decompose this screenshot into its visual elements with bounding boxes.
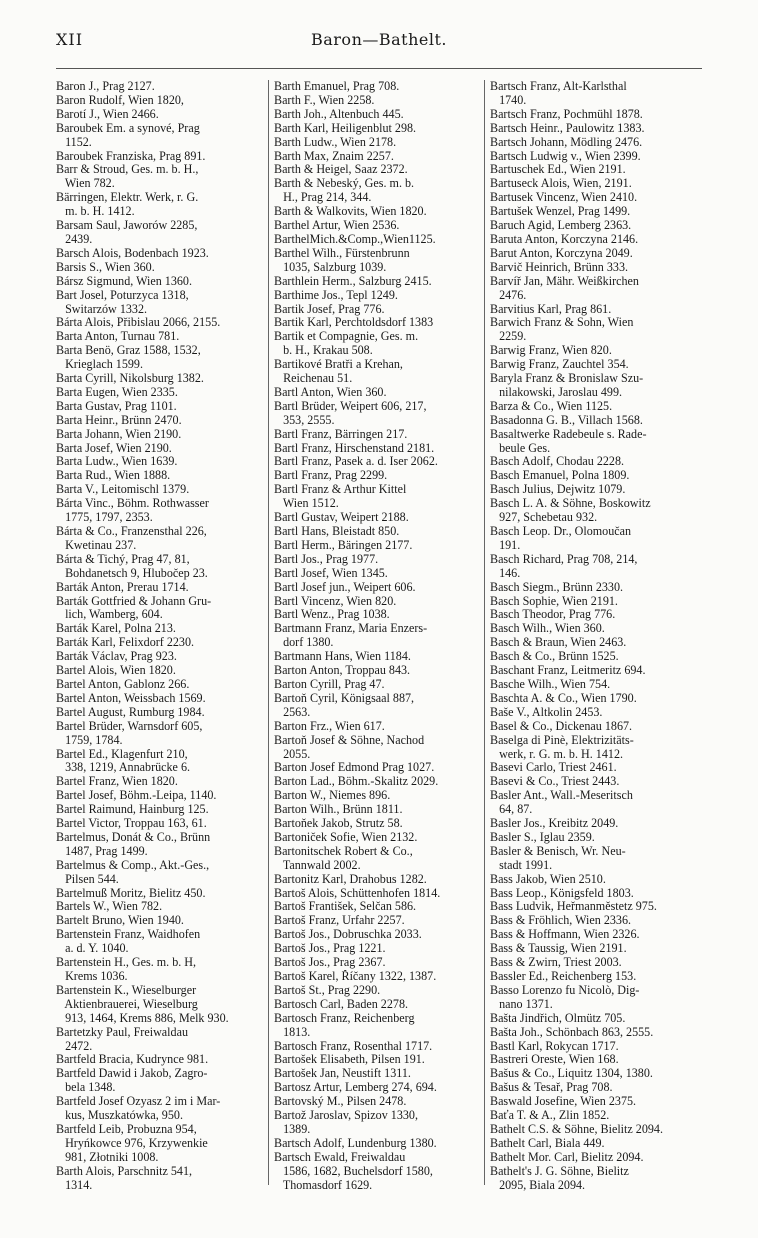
directory-entry-line: Baron J., Prag 2127. (56, 80, 155, 93)
directory-entry-line: Bartmann Franz, Maria Enzers- (274, 622, 428, 636)
directory-entry-line: Bárta Vinc., Böhm. Rothwasser (56, 497, 209, 511)
directory-entry-line: Bartel Anton, Gablonz 266. (56, 677, 190, 691)
directory-entry-line: Barta Gustav, Prag 1101. (56, 399, 177, 413)
directory-entry-line: Barth Emanuel, Prag 708. (274, 80, 400, 93)
directory-entry-line: Baroubek Franziska, Prag 891. (56, 149, 206, 163)
directory-entry-line: Barta Heinr., Brünn 2470. (56, 413, 182, 427)
directory-entry-line: Bartušek Wenzel, Prag 1499. (490, 205, 631, 219)
directory-entry-line: nano 1371. (490, 997, 553, 1011)
directory-entry-line: Bársz Sigmund, Wien 1360. (56, 274, 193, 288)
directory-entry-line: Baroubek Em. a synové, Prag (56, 121, 200, 135)
directory-entry-line: Aktienbrauerei, Wieselburg (56, 997, 198, 1011)
directory-entry-line: Bartel Ed., Klagenfurt 210, (56, 747, 188, 761)
directory-entry-line: Bartl Franz, Bärringen 217. (274, 427, 408, 441)
directory-entry-line: Barwig Franz, Zauchtel 354. (490, 358, 629, 372)
directory-entry-line: Bartl Wenz., Prag 1038. (274, 608, 390, 622)
directory-entry-line: Tannwald 2002. (274, 858, 361, 872)
directory-entry-line: Bartel Victor, Troppau 163, 61. (56, 817, 207, 831)
directory-entry-line: Basler Ant., Wall.-Meseritsch (490, 789, 633, 803)
directory-entry-line: Bartl Anton, Wien 360. (274, 385, 387, 399)
directory-entry-line: Reichenau 51. (274, 372, 353, 386)
directory-entry-line: Bartik et Compagnie, Ges. m. (274, 330, 419, 344)
directory-entry-line: Bartikové Bratři a Krehan, (274, 358, 403, 372)
directory-entry-line: Bartovský M., Pilsen 2478. (274, 1095, 407, 1109)
directory-entry-line: Barza & Co., Wien 1125. (490, 399, 613, 413)
directory-entry-line: Barotí J., Wien 2466. (56, 107, 159, 121)
directory-entry-line: Barthel Wilh., Fürstenbrunn (274, 246, 410, 260)
directory-entry-line: Basadonna G. B., Villach 1568. (490, 413, 643, 427)
directory-entry-line: Bartel Anton, Weissbach 1569. (56, 691, 206, 705)
directory-entry-line: Basch Julius, Dejwitz 1079. (490, 483, 626, 497)
directory-entry-line: 64, 87. (490, 803, 533, 817)
directory-entry-line: Bathelt Carl, Biala 449. (490, 1136, 605, 1150)
directory-entry-line: Barta Cyrill, Nikolsburg 1382. (56, 372, 204, 386)
directory-entry-line: Barth Karl, Heiligenblut 298. (274, 121, 417, 135)
directory-entry-line: Barthime Jos., Tepl 1249. (274, 288, 398, 302)
directory-entry-line: Bartl Brüder, Weipert 606, 217, (274, 399, 427, 413)
directory-entry-line: Basch & Co., Brünn 1525. (490, 650, 619, 664)
directory-entry-line: Bartelmus & Comp., Akt.-Ges., (56, 858, 210, 872)
directory-entry-line: Bartel Raimund, Hainburg 125. (56, 803, 209, 817)
directory-entry-line: Bašus & Co., Liquitz 1304, 1380. (490, 1067, 653, 1081)
directory-entry-line: Barták Gottfried & Johann Gru- (56, 594, 212, 608)
directory-entry-line: Bartfeld Dawid i Jakob, Zagro- (56, 1067, 208, 1081)
directory-entry-line: 353, 2555. (274, 413, 335, 427)
directory-entry-line: Thomasdorf 1629. (274, 1178, 373, 1192)
directory-entry-line: Bartl Franz, Prag 2299. (274, 469, 388, 483)
directory-entry-line: Bartl Herm., Bäringen 2177. (274, 538, 413, 552)
directory-entry-line: Bartoň Josef & Söhne, Nachod (274, 733, 425, 747)
entry-column-2 (274, 80, 482, 1193)
directory-entry-line: Baron Rudolf, Wien 1820, (56, 93, 184, 107)
directory-entry-line: 981, Złotniki 1008. (56, 1150, 159, 1164)
directory-entry-line: Bartl Franz, Pasek a. d. Iser 2062. (274, 455, 438, 469)
directory-entry-line: Pilsen 544. (56, 872, 119, 886)
directory-entry-line: Bartl Gustav, Weipert 2188. (274, 511, 409, 525)
directory-entry-line: Barth & Walkovits, Wien 1820. (274, 205, 427, 219)
directory-entry-line: Bathelt Mor. Carl, Bielitz 2094. (490, 1150, 644, 1164)
directory-entry-line: 2563. (274, 705, 311, 719)
directory-entry-line: Basch Sophie, Wien 2191. (490, 594, 618, 608)
directory-entry-line: Bassler Ed., Reichenberg 153. (490, 970, 637, 983)
directory-entry-line: Bartosch Franz, Rosenthal 1717. (274, 1039, 433, 1053)
directory-entry-line: Bartsch Heinr., Paulowitz 1383. (490, 121, 645, 135)
directory-entry-line: Bass & Taussig, Wien 2191. (490, 942, 627, 956)
directory-entry-line: Bartoš St., Prag 2290. (274, 983, 381, 997)
directory-entry-line: Baťa T. & A., Zlin 1852. (490, 1109, 610, 1123)
directory-entry-line: Bartl Vincenz, Wien 820. (274, 594, 397, 608)
directory-entry-line: Bašus & Tesař, Prag 708. (490, 1081, 613, 1095)
directory-entry-line: 913, 1464, Krems 886, Melk 930. (56, 1011, 229, 1025)
directory-entry-line: 1314. (56, 1178, 93, 1192)
directory-entry-line: Bartl Hans, Bleistadt 850. (274, 525, 400, 538)
directory-entry-line: Bartuschek Ed., Wien 2191. (490, 163, 626, 177)
directory-entry-line: Baryla Franz & Bronislaw Szu- (490, 372, 644, 386)
directory-entry-line: Bartoš Alois, Schüttenhofen 1814. (274, 886, 441, 900)
directory-entry-line: Bartuseck Alois, Wien, 2191. (490, 177, 632, 191)
directory-entry-line: Bartl Josef, Wien 1345. (274, 566, 388, 580)
directory-entry-line: Bartoš František, Selčan 586. (274, 900, 417, 914)
directory-entry-line: Bartoš Jos., Dobruschka 2033. (274, 928, 422, 942)
directory-entry-line: 1775, 1797, 2353. (56, 511, 153, 525)
directory-entry-line: Bartels W., Wien 782. (56, 900, 163, 914)
directory-entry-line: Bartfeld Josef Ozyasz 2 im i Mar- (56, 1095, 221, 1109)
directory-entry-line: Bartonitz Karl, Drahobus 1282. (274, 872, 427, 886)
directory-entry-line: Barsis S., Wien 360. (56, 260, 155, 274)
directory-entry-line: Bartelmus, Donát & Co., Brünn (56, 830, 211, 844)
directory-entry-line: Bartel Josef, Böhm.-Leipa, 1140. (56, 789, 217, 803)
directory-entry-line: Barsam Saul, Jaworów 2285, (56, 219, 198, 233)
directory-entry-line: 1035, Salzburg 1039. (274, 260, 387, 274)
directory-entry-line: Hryńkowce 976, Krzywenkie (56, 1136, 208, 1150)
directory-entry-line: Baschant Franz, Leitmeritz 694. (490, 664, 646, 678)
directory-entry-line: Barwig Franz, Wien 820. (490, 344, 612, 358)
directory-entry-line: Barth F., Wien 2258. (274, 93, 375, 107)
directory-entry-line: 2259. (490, 330, 527, 344)
directory-entry-line: Bass Jakob, Wien 2510. (490, 872, 606, 886)
directory-entry-line: Bartmann Hans, Wien 1184. (274, 650, 411, 664)
directory-entry-line: Baselga di Pinè, Elektrizitäts- (490, 733, 634, 747)
directory-entry-line: Bart Josel, Poturzyca 1318, (56, 288, 189, 302)
directory-entry-line: Basaltwerke Radebeule s. Rade- (490, 427, 647, 441)
directory-entry-line: Bartonitschek Robert & Co., (274, 844, 413, 858)
directory-entry-line: Basler S., Iglau 2359. (490, 830, 595, 844)
directory-entry-line: Bartik Karl, Perchtoldsdorf 1383 (274, 316, 434, 330)
directory-entry-line: 1813. (274, 1025, 311, 1039)
directory-entry-line: Bartsch Adolf, Lundenburg 1380. (274, 1136, 437, 1150)
directory-entry-line: Basch Adolf, Chodau 2228. (490, 455, 625, 469)
directory-entry-line: Baschta A. & Co., Wien 1790. (490, 691, 637, 705)
directory-entry-line: Bartoň Cyril, Königsaal 887, (274, 691, 415, 705)
directory-entry-line: Bartl Jos., Prag 1977. (274, 552, 379, 566)
directory-entry-line: Bartel Franz, Wien 1820. (56, 775, 178, 789)
directory-entry-line: Wien 782. (56, 177, 115, 191)
directory-entry-line: Bartož Jaroslav, Spizov 1330, (274, 1109, 418, 1123)
header-rule (56, 68, 702, 69)
directory-entry-line: Barton Josef Edmond Prag 1027. (274, 761, 435, 775)
directory-entry-line: Barvitius Karl, Prag 861. (490, 302, 612, 316)
directory-entry-line: Barvič Heinrich, Brünn 333. (490, 260, 629, 274)
directory-entry-line: Bartoš Jos., Prag 1221. (274, 942, 386, 956)
directory-entry-line: Basler Jos., Kreibitz 2049. (490, 817, 619, 831)
directory-entry-line: Bass Leop., Königsfeld 1803. (490, 886, 634, 900)
directory-entry-line: Bastl Karl, Rokycan 1717. (490, 1039, 619, 1053)
directory-entry-line: Barták Karl, Felixdorf 2230. (56, 636, 195, 650)
directory-entry-line: Bass & Fröhlich, Wien 2336. (490, 914, 632, 928)
directory-entry-line: Bohdanetsch 9, Hlubočep 23. (56, 566, 208, 580)
directory-entry-line: 1389. (274, 1122, 311, 1136)
directory-entry-line: Bašta Jindřich, Olmütz 705. (490, 1011, 626, 1025)
directory-entry-line: Bartel Brüder, Warnsdorf 605, (56, 719, 203, 733)
directory-entry-line: Barth Max, Znaim 2257. (274, 149, 394, 163)
directory-entry-line: Barta Johann, Wien 2190. (56, 427, 182, 441)
directory-entry-line: Basch Leop. Dr., Olomoučan (490, 525, 632, 538)
directory-entry-line: Barta V., Leitomischl 1379. (56, 483, 190, 497)
directory-entry-line: Bartfeld Leib, Probuzna 954, (56, 1122, 197, 1136)
directory-entry-line: Basch & Braun, Wien 2463. (490, 636, 627, 650)
directory-entry-line: Basch Richard, Prag 708, 214, (490, 552, 638, 566)
directory-entry-line: Bartik Josef, Prag 776. (274, 302, 385, 316)
directory-entry-line: Barthel Artur, Wien 2536. (274, 219, 400, 233)
directory-entry-line: Bartelmuß Moritz, Bielitz 450. (56, 886, 206, 900)
directory-entry-line: Bartfeld Bracia, Kudrynce 981. (56, 1053, 209, 1067)
directory-entry-line: Barton W., Niemes 896. (274, 789, 391, 803)
directory-entry-line: bela 1348. (56, 1081, 116, 1095)
directory-entry-line: Bartošek Jan, Neustift 1311. (274, 1067, 411, 1081)
directory-entry-line: Barr & Stroud, Ges. m. b. H., (56, 163, 199, 177)
directory-entry-line: Kwetinau 237. (56, 538, 137, 552)
directory-entry-line: Bartoniček Sofie, Wien 2132. (274, 830, 418, 844)
directory-entry-line: Barta Ludw., Wien 1639. (56, 455, 178, 469)
column-divider (268, 80, 269, 1185)
directory-entry-line: Bass & Hoffmann, Wien 2326. (490, 928, 640, 942)
directory-entry-line: Bartsch Ludwig v., Wien 2399. (490, 149, 641, 163)
directory-entry-line: Barta Josef, Wien 2190. (56, 441, 172, 455)
directory-entry-line: Barta Benö, Graz 1588, 1532, (56, 344, 201, 358)
entry-column-1 (56, 80, 264, 1193)
directory-entry-line: Bašta Joh., Schönbach 863, 2555. (490, 1025, 654, 1039)
directory-entry-line: 1152. (56, 135, 92, 149)
directory-entry-line: Barton Lad., Böhm.-Skalitz 2029. (274, 775, 439, 789)
directory-entry-line: Switarzów 1332. (56, 302, 148, 316)
directory-entry-line: 2055. (274, 747, 311, 761)
directory-entry-line: Basch Emanuel, Polna 1809. (490, 469, 630, 483)
directory-entry-line: Barwich Franz & Sohn, Wien (490, 316, 634, 330)
directory-entry-line: Barth Joh., Altenbuch 445. (274, 107, 404, 121)
directory-entry-line: Bartenstein Franz, Waidhofen (56, 928, 201, 942)
running-title: Baron—Bathelt. (310, 30, 447, 49)
directory-entry-line: Barton Cyrill, Prag 47. (274, 677, 385, 691)
directory-entry-line: Basch L. A. & Söhne, Boskowitz (490, 497, 651, 511)
directory-entry-line: Bartosch Carl, Baden 2278. (274, 997, 409, 1011)
directory-entry-line: nilakowski, Jaroslau 499. (490, 385, 623, 399)
directory-entry-line: Barta Anton, Turnau 781. (56, 330, 180, 344)
directory-entry-line: Bartelt Bruno, Wien 1940. (56, 914, 184, 928)
directory-entry-line: Bathelt C.S. & Söhne, Bielitz 2094. (490, 1122, 664, 1136)
directory-entry-line: Bass Ludvik, Heřmanměstetz 975. (490, 900, 657, 914)
directory-entry-line: Bass & Zwirn, Triest 2003. (490, 956, 622, 970)
directory-entry-line: Barth & Heigel, Saaz 2372. (274, 163, 408, 177)
directory-entry-line: Bartosz Artur, Lemberg 274, 694. (274, 1081, 437, 1095)
directory-entry-line: 1759, 1784. (56, 733, 123, 747)
directory-entry-line: lich, Wamberg, 604. (56, 608, 163, 622)
directory-entry-line: Wien 1512. (274, 497, 339, 511)
directory-entry-line: Barth & Nebeský, Ges. m. b. (274, 177, 415, 191)
directory-entry-line: Basel & Co., Dickenau 1867. (490, 719, 633, 733)
directory-entry-line: Bartenstein K., Wieselburger (56, 983, 197, 997)
directory-entry-line: Bartsch Franz, Alt-Karlsthal (490, 80, 627, 93)
directory-entry-line: werk, r. G. m. b. H. 1412. (490, 747, 624, 761)
directory-entry-line: Barta Eugen, Wien 2335. (56, 385, 178, 399)
page-header (56, 30, 702, 58)
directory-entry-line: Barth Alois, Parschnitz 541, (56, 1164, 193, 1178)
directory-entry-line: 2476. (490, 288, 527, 302)
directory-entry-line: Bartel August, Rumburg 1984. (56, 705, 205, 719)
directory-entry-line: 2439. (56, 232, 93, 246)
directory-entry-line: Bartsch Johann, Mödling 2476. (490, 135, 643, 149)
directory-entry-line: 1487, Prag 1499. (56, 844, 148, 858)
directory-entry-line: Barták Anton, Prerau 1714. (56, 580, 189, 594)
directory-entry-line: Bathelt's J. G. Söhne, Bielitz (490, 1164, 629, 1178)
directory-entry-line: Bartoš Franz, Urfahr 2257. (274, 914, 405, 928)
directory-entry-line: Basch Siegm., Brünn 2330. (490, 580, 624, 594)
directory-entry-line: Bartošek Elisabeth, Pilsen 191. (274, 1053, 425, 1067)
directory-entry-line: m. b. H. 1412. (56, 205, 135, 219)
directory-entry-line: Basevi Carlo, Triest 2461. (490, 761, 617, 775)
directory-entry-line: Krems 1036. (56, 970, 128, 983)
directory-entry-line: Basler & Benisch, Wr. Neu- (490, 844, 626, 858)
directory-entry-line: Bartoš Karel, Říčany 1322, 1387. (274, 970, 437, 983)
directory-entry-line: 146. (490, 566, 521, 580)
column-divider (484, 80, 485, 1185)
directory-entry-line: 927, Schebetau 932. (490, 511, 598, 525)
directory-entry-line: Bartsch Franz, Pochmühl 1878. (490, 107, 643, 121)
directory-entry-line: Basch Theodor, Prag 776. (490, 608, 616, 622)
directory-entry-line: kus, Muszkatówka, 950. (56, 1109, 183, 1123)
directory-entry-line: Barsch Alois, Bodenbach 1923. (56, 246, 209, 260)
directory-entry-line: Barton Wilh., Brünn 1811. (274, 803, 403, 817)
entry-column-3 (490, 80, 706, 1193)
directory-entry-line: BarthelMich.&Comp.,Wien1125. (274, 232, 436, 246)
directory-entry-line: Bartl Franz, Hirschenstand 2181. (274, 441, 435, 455)
directory-entry-line: Barták Václav, Prag 923. (56, 650, 177, 664)
directory-entry-line: Basch Wilh., Wien 360. (490, 622, 605, 636)
directory-entry-line: beule Ges. (490, 441, 551, 455)
directory-entry-line: Bärringen, Elektr. Werk, r. G. (56, 191, 199, 205)
directory-entry-line: Bartl Josef jun., Weipert 606. (274, 580, 416, 594)
directory-entry-line: Bartsch Ewald, Freiwaldau (274, 1150, 406, 1164)
directory-entry-line: H., Prag 214, 344. (274, 191, 372, 205)
directory-entry-line: Baswald Josefine, Wien 2375. (490, 1095, 637, 1109)
directory-entry-line: Bartl Franz & Arthur Kittel (274, 483, 407, 497)
directory-entry-line: Baruch Agid, Lemberg 2363. (490, 219, 632, 233)
directory-entry-line: Bárta & Co., Franzensthal 226, (56, 525, 207, 538)
directory-entry-line: Barton Anton, Troppau 843. (274, 664, 411, 678)
directory-entry-line: Bastreri Oreste, Wien 168. (490, 1053, 619, 1067)
directory-entry-line: Baruta Anton, Korczyna 2146. (490, 232, 639, 246)
directory-entry-line: Bárta & Tichý, Prag 47, 81, (56, 552, 190, 566)
directory-entry-line: a. d. Y. 1040. (56, 942, 129, 956)
directory-entry-line: 2472. (56, 1039, 93, 1053)
directory-entry-line: Barta Rud., Wien 1888. (56, 469, 171, 483)
page-number: XII (56, 30, 84, 49)
directory-entry-line: Bartosch Franz, Reichenberg (274, 1011, 415, 1025)
directory-entry-line: Bartetzky Paul, Freiwaldau (56, 1025, 188, 1039)
directory-entry-line: Bartusek Vincenz, Wien 2410. (490, 191, 638, 205)
directory-entry-line: Bartoňek Jakob, Strutz 58. (274, 817, 403, 831)
directory-entry-line: b. H., Krakau 508. (274, 344, 373, 358)
directory-entry-line: 1740. (490, 93, 527, 107)
directory-entry-line: Baše V., Altkolin 2453. (490, 705, 603, 719)
directory-entry-line: Barták Karel, Polna 213. (56, 622, 176, 636)
directory-entry-line: Basso Lorenzo fu Nicolò, Dig- (490, 983, 640, 997)
directory-entry-line: 191. (490, 538, 521, 552)
directory-entry-line: Barton Frz., Wien 617. (274, 719, 385, 733)
directory-entry-line: Bartoš Jos., Prag 2367. (274, 956, 386, 970)
directory-entry-line: 1586, 1682, Buchelsdorf 1580, (274, 1164, 433, 1178)
directory-entry-line: Barut Anton, Korczyna 2049. (490, 246, 633, 260)
directory-entry-line: Basevi & Co., Triest 2443. (490, 775, 620, 789)
directory-entry-line: dorf 1380. (274, 636, 334, 650)
directory-entry-line: Barthlein Herm., Salzburg 2415. (274, 274, 432, 288)
directory-entry-line: 338, 1219, Annabrücke 6. (56, 761, 191, 775)
directory-entry-line: Bartenstein H., Ges. m. b. H, (56, 956, 197, 970)
directory-entry-line: Barvíř Jan, Mähr. Weißkirchen (490, 274, 639, 288)
directory-entry-line: Basche Wilh., Wien 754. (490, 677, 611, 691)
directory-entry-line: Bartel Alois, Wien 1820. (56, 664, 176, 678)
directory-entry-line: Krieglach 1599. (56, 358, 143, 372)
directory-entry-line: Barth Ludw., Wien 2178. (274, 135, 397, 149)
directory-entry-line: 2095, Biala 2094. (490, 1178, 586, 1192)
directory-entry-line: stadt 1991. (490, 858, 553, 872)
directory-entry-line: Bárta Alois, Přibislau 2066, 2155. (56, 316, 221, 330)
